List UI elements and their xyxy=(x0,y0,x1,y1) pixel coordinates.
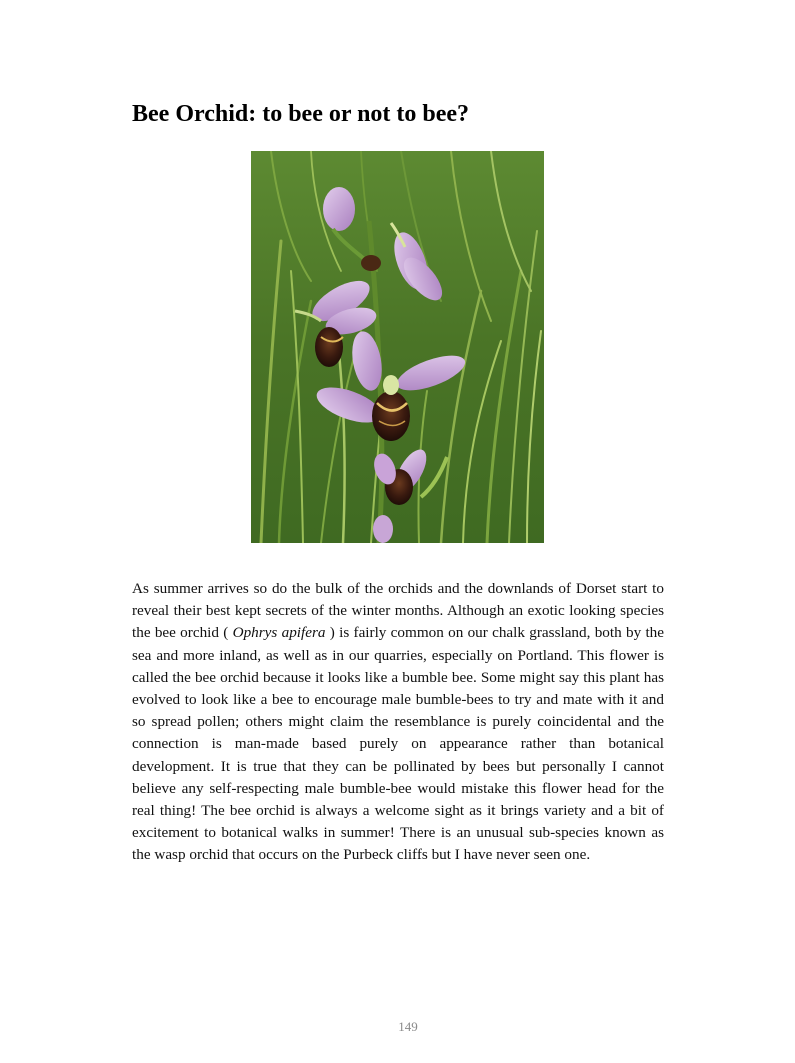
bee-orchid-illustration xyxy=(251,151,544,543)
page-title: Bee Orchid: to bee or not to bee? xyxy=(132,101,470,127)
orchid-bud xyxy=(323,187,355,231)
article-body xyxy=(132,578,664,867)
bee-orchid-photo xyxy=(251,151,544,543)
species-name: Ophrys apifera xyxy=(232,624,326,642)
article-rest: ) is fairly common on our chalk grassland, both by the sea and more inland, as well as in our quarries, especially on Portland. This flower is called the bee orchid because it looks like a bumble bee. Some might say this plant has evolved to look like a bee to encourage male bumble-bees to try and mate with it and so spread pollen; others might claim the resemblance is purely coincidental and the connection is man-made based purely on appearance rather than botanical development. It is true that they can be pollinated by bees but personally I cannot believe any self-respecting male bumble-bee would mistake this flower head for the real thing! The bee orchid is always a welcome sight as it brings variety and a bit of excitement to botanical walks in summer! There is an unusual sub-species known as the wasp orchid that occurs on the Purbeck cliffs but I have never seen one. xyxy=(132,624,664,864)
article-intro: As summer arrives so do the bulk of the orchids and the downlands of Dorset start to reveal their best kept secrets of the winter months. Although an exotic looking species the bee orchid ( xyxy=(132,580,664,642)
orchid-lower-bud xyxy=(373,515,393,543)
page-number: 149 xyxy=(398,1019,418,1034)
